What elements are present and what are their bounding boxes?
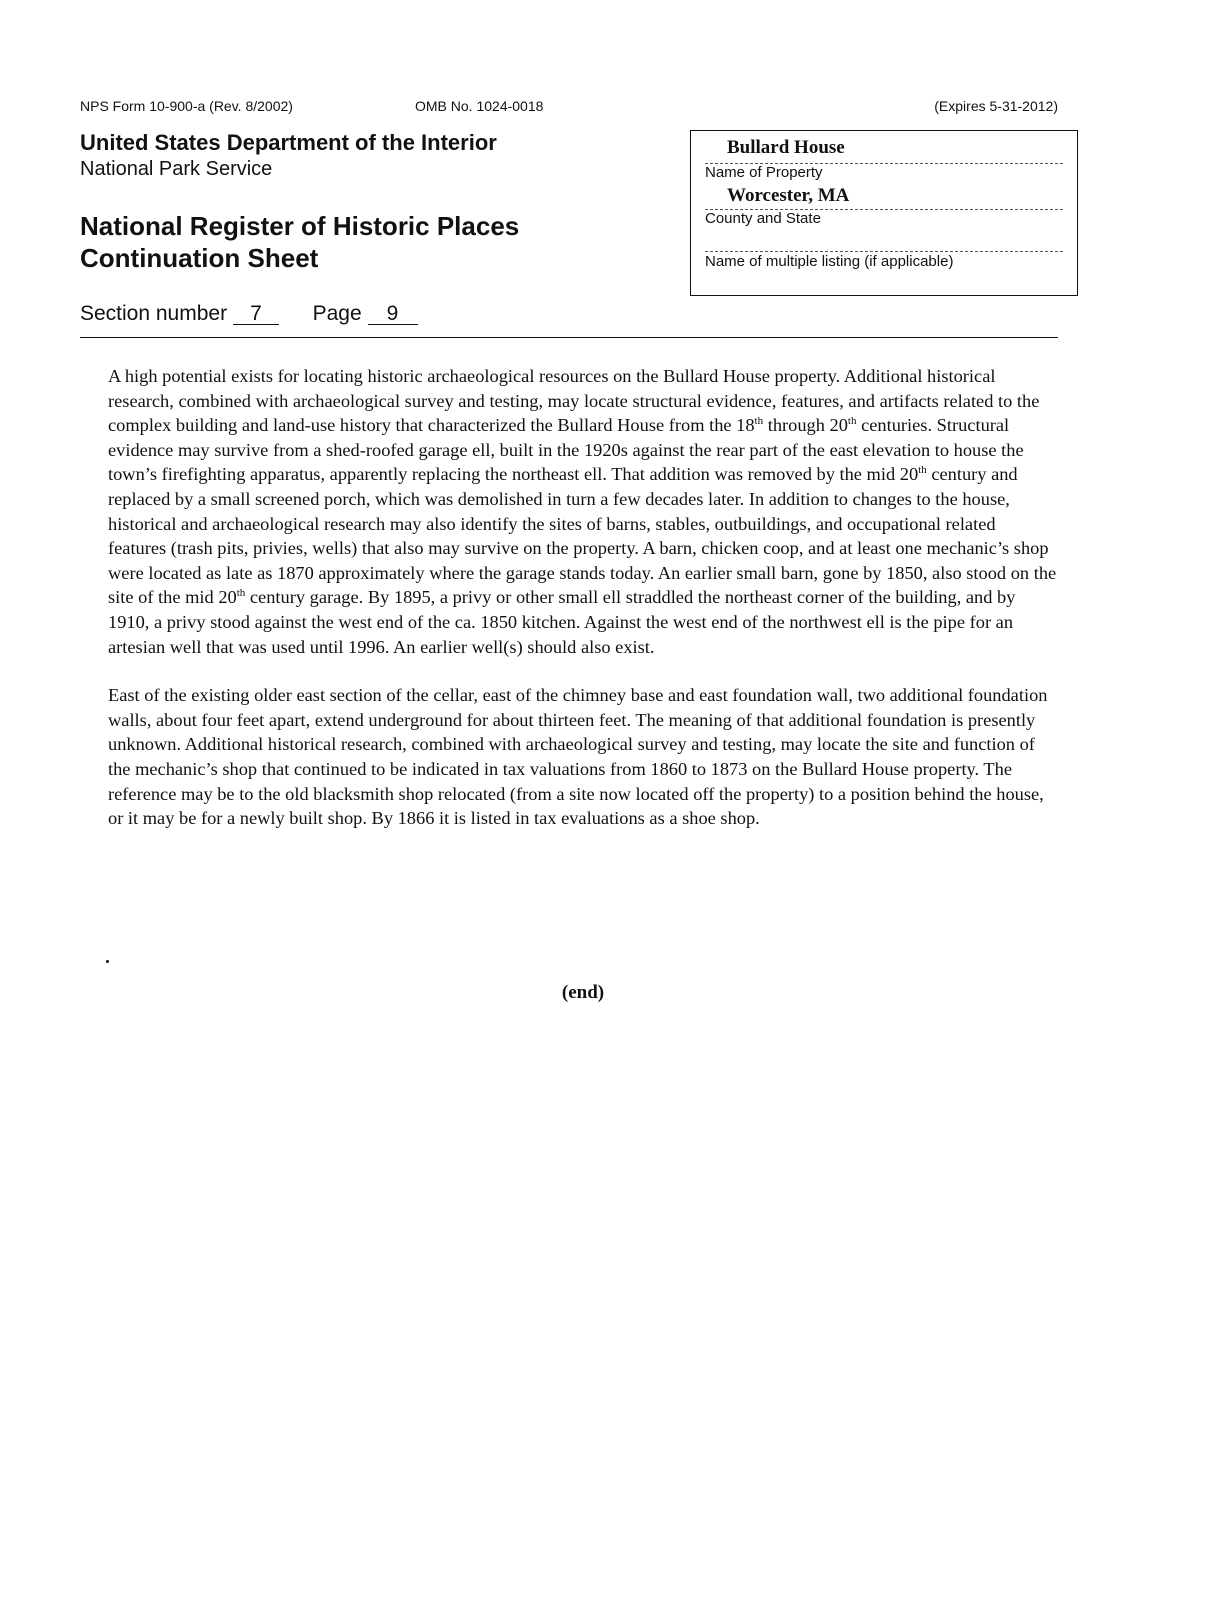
- county-state-label: County and State: [705, 210, 821, 227]
- form-id: NPS Form 10-900-a (Rev. 8/2002): [80, 98, 293, 114]
- end-marker: (end): [561, 982, 605, 1003]
- department-name: United States Department of the Interior: [80, 130, 497, 155]
- register-title: National Register of Historic Places: [80, 211, 520, 241]
- county-state: Worcester, MA: [727, 185, 850, 206]
- page-label: Page: [312, 302, 362, 325]
- continuation-title: Continuation Sheet: [80, 243, 319, 273]
- expiration-date: (Expires 5-31-2012): [934, 98, 1058, 114]
- section-label: Section number: [80, 302, 228, 325]
- omb-number: OMB No. 1024-0018: [415, 98, 544, 114]
- body-text: [108, 364, 1058, 855]
- document-title: [80, 210, 519, 274]
- page-number: 9: [368, 304, 418, 325]
- divider: [705, 251, 1063, 252]
- property-info-box: [690, 130, 1078, 296]
- paragraph-2: East of the existing older east section of the cellar, east of the chimney base and east foundation wall, two additional foundation walls, about four feet apart, extend underground for about thirteen feet. The meaning of that additional foundation is presently unknown. Additional historical research, combined with archaeological survey and testing, may locate the site and function of the mechanic’s shop that continued to be indicated in tax valuations from 1860 to 1873 on the Bullard House property. The reference may be to the old blacksmith shop relocated (from a site now located off the property) to a position behind the house, or it may be for a newly built shop. By 1866 it is listed in tax evaluations as a shoe shop.: [108, 685, 1048, 829]
- header-rule: [80, 337, 1058, 338]
- section-page-line: [80, 302, 418, 326]
- agency-name: National Park Service: [80, 158, 273, 180]
- property-name-label: Name of Property: [705, 164, 823, 181]
- section-number: 7: [233, 304, 279, 325]
- stray-mark: [106, 960, 109, 963]
- property-name: Bullard House: [727, 137, 845, 158]
- multiple-listing-label: Name of multiple listing (if applicable): [705, 253, 954, 270]
- paragraph-1: A high potential exists for locating historic archaeological resources on the Bullard House property. Additional historical research, combined with archaeological survey and testing, may locate structural evidence, features, and artifacts related to the complex building and land-use history that characterized the Bullard House from the 18th through 20th centuries. Structural evidence may survive from a shed-roofed garage ell, built in the 1920s against the rear part of the east elevation to house the town’s firefighting apparatus, apparently replacing the northeast ell. That addition was removed by the mid 20th century and replaced by a small screened porch, which was demolished in turn a few decades later. In addition to changes to the house, historical and archaeological research may also identify the sites of barns, stables, outbuildings, and occupational related features (trash pits, privies, wells) that also may survive on the property. A barn, chicken coop, and at least one mechanic’s shop were located as late as 1870 approximately where the garage stands today. An earlier small barn, gone by 1850, also stood on the site of the mid 20th century garage. By 1895, a privy or other small ell straddled the northeast corner of the building, and by 1910, a privy stood against the west end of the ca. 1850 kitchen. Against the west end of the northwest ell is the pipe for an artesian well that was used until 1996. An earlier well(s) should also exist.: [108, 366, 1057, 657]
